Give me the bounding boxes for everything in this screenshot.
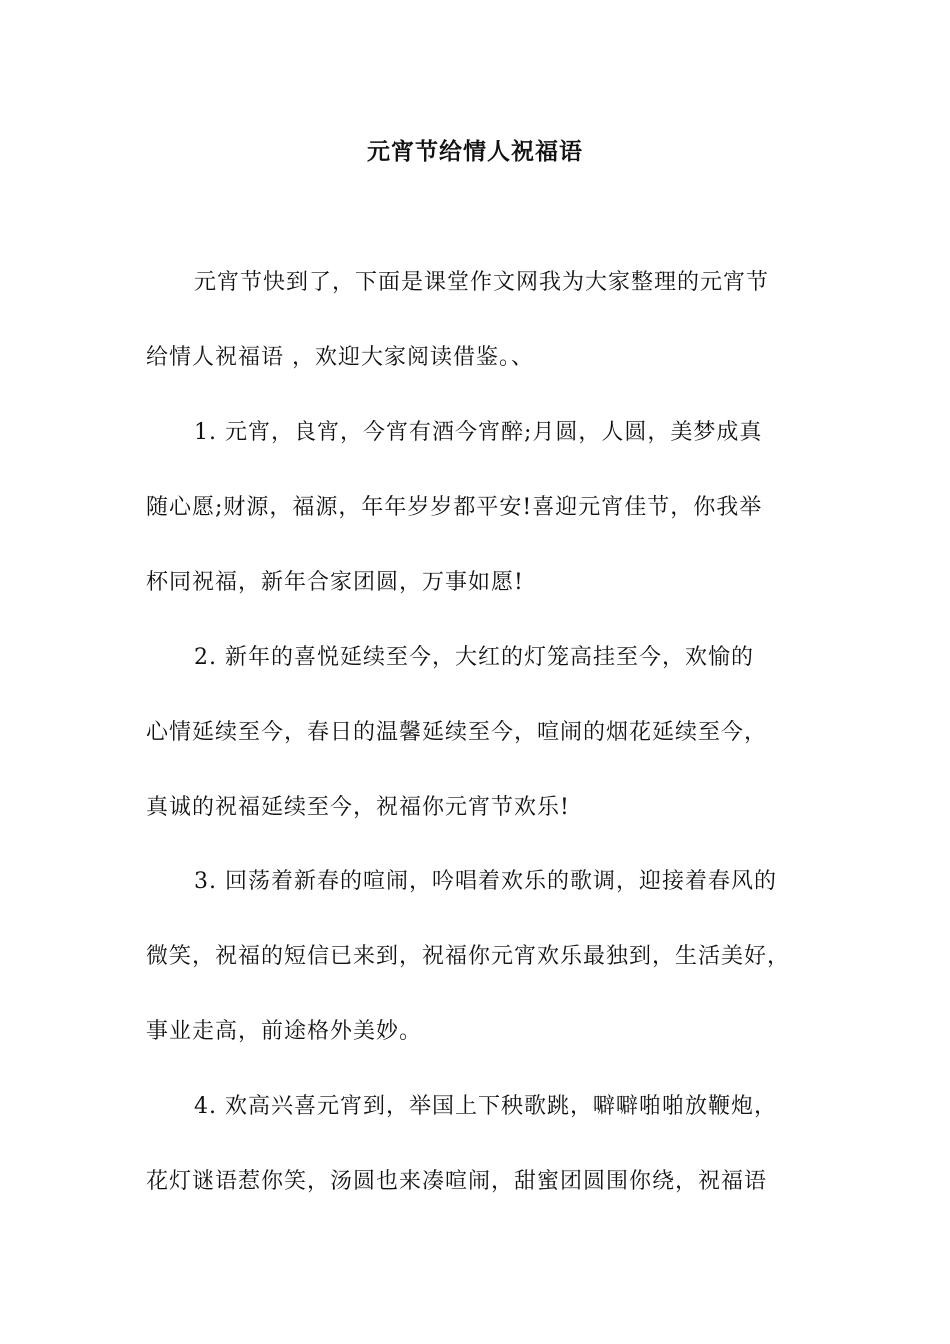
paragraph-line: 随心愿;财源，福源，年年岁岁都平安!喜迎元宵佳节，你我举: [146, 495, 763, 520]
paragraph-line: 真诚的祝福延续至今，祝福你元宵节欢乐!: [146, 795, 570, 820]
paragraph-line: 2. 新年的喜悦延续至今，大红的灯笼高挂至今，欢愉的: [194, 645, 754, 670]
paragraph-line: 元宵节快到了，下面是课堂作文网我为大家整理的元宵节: [194, 270, 770, 295]
paragraph-line: 给情人祝福语 ，欢迎大家阅读借鉴。、: [146, 345, 534, 370]
paragraph-line: 心情延续至今，春日的温馨延续至今，喧闹的烟花延续至今，: [146, 720, 768, 745]
paragraph-line: 微笑，祝福的短信已来到，祝福你元宵欢乐最独到，生活美好，: [146, 944, 791, 969]
paragraph-line: 1. 元宵，良宵，今宵有酒今宵醉;月圆，人圆，美梦成真: [194, 420, 763, 445]
paragraph-line: 杯同祝福，新年合家团圆，万事如愿!: [146, 570, 524, 595]
paragraph-line: 4. 欢高兴喜元宵到，举国上下秧歌跳，噼噼啪啪放鞭炮，: [194, 1094, 777, 1119]
document-title: 元宵节给情人祝福语: [367, 139, 583, 165]
paragraph-line: 3. 回荡着新春的喧闹，吟唱着欢乐的歌调，迎接着春风的: [194, 869, 777, 894]
paragraph-line: 花灯谜语惹你笑，汤圆也来凑喧闹，甜蜜团圆围你绕，祝福语: [146, 1169, 768, 1194]
paragraph-line: 事业走高，前途格外美妙。: [146, 1019, 423, 1044]
